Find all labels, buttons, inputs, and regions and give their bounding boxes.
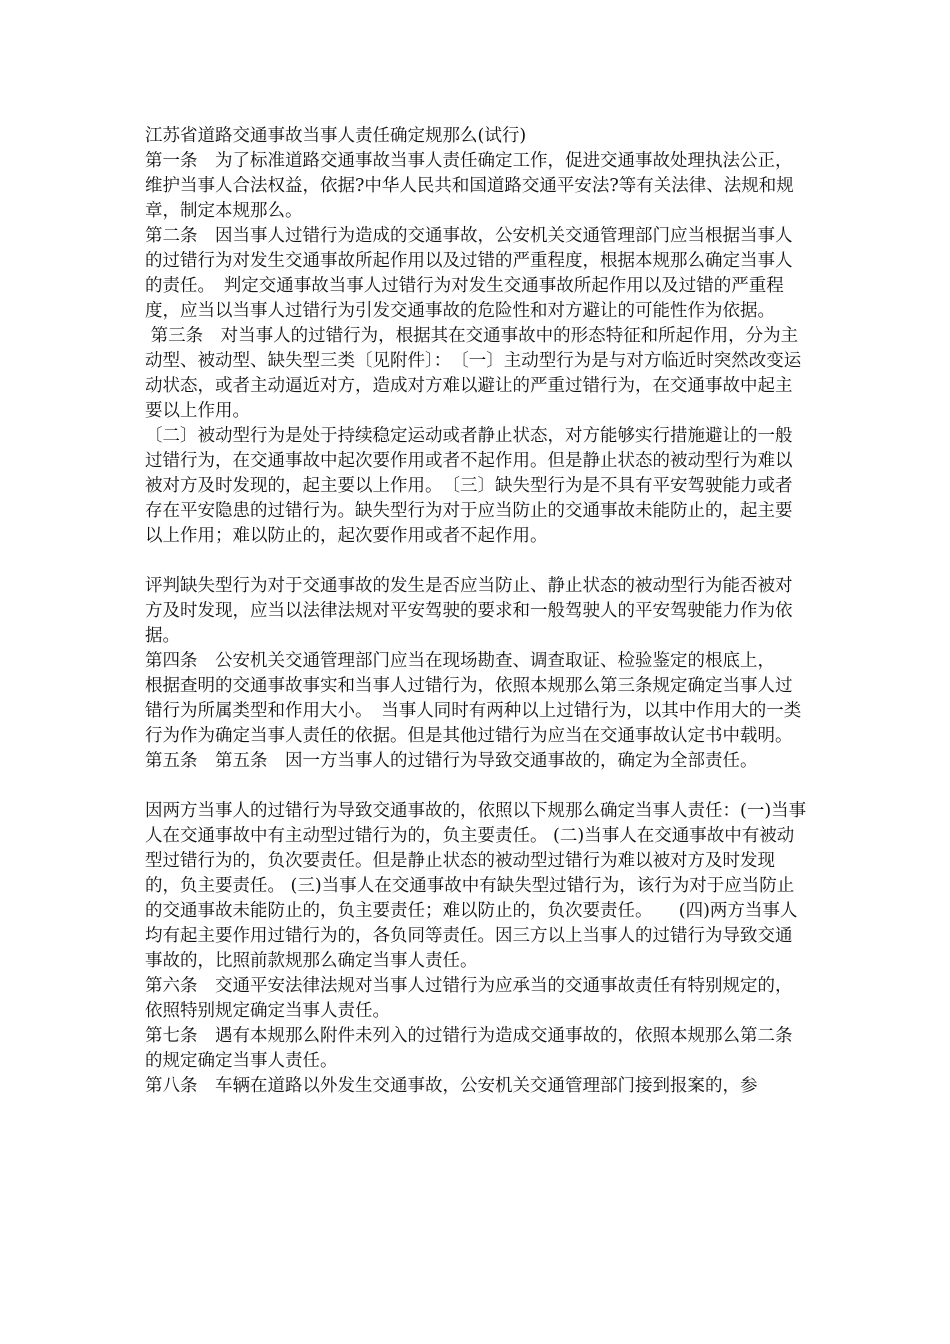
blank-line: [145, 774, 807, 799]
article-4: 第四条 公安机关交通管理部门应当在现场勘查、调查取证、检验鉴定的根底上，: [145, 651, 775, 671]
blank-line: [145, 549, 807, 574]
article-4-continued: 根据查明的交通事故事实和当事人过错行为，依照本规那么第三条规定确定当事人过错行为所属类型和作用大小。 当事人同时有两种以上过错行为，以其中作用大的一类行为作为确定当事人责任的依据。但是其他过错行为应当在交通事故认定书中载明。: [145, 676, 802, 746]
article-7: 第七条 遇有本规那么附件未列入的过错行为造成交通事故的，依照本规那么第二条的规定确定当事人责任。: [145, 1026, 793, 1071]
article-3-continued: 〔二〕被动型行为是处于持续稳定运动或者静止状态，对方能够实行措施避让的一般过错行为，在交通事故中起次要作用或者不起作用。但是静止状态的被动型行为难以被对方及时发现的，起主要以上作用。 〔三〕缺失型行为是不具有平安驾驶能力或者存在平安隐患的过错行为。缺失型行为对于应当防止的交通事故未能防止的，起主要以上作用；难以防止的，起次要作用或者不起作用。: [145, 426, 793, 546]
article-6: 第六条 交通平安法律法规对当事人过错行为应承当的交通事故责任有特别规定的，依照特别规定确定当事人责任。: [145, 976, 793, 1021]
article-5: 第五条 第五条 因一方当事人的过错行为导致交通事故的，确定为全部责任。: [145, 751, 758, 771]
document-title: 江苏省道路交通事故当事人责任确定规那么(试行): [145, 126, 527, 146]
article-1: 第一条 为了标准道路交通事故当事人责任确定工作，促进交通事故处理执法公正，维护当事人合法权益，依据?中华人民共和国道路交通平安法?等有关法律、法规和规章，制定本规那么。: [145, 151, 794, 221]
article-3: 第三条 对当事人的过错行为，根据其在交通事故中的形态特征和所起作用，分为主动型、被动型、缺失型三类〔见附件〕： 〔一〕主动型行为是与对方临近时突然改变运动状态，或者主动逼近对方，造成对方难以避让的严重过错行为，在交通事故中起主要以上作用。: [145, 326, 802, 421]
document-body: [145, 124, 807, 1099]
article-3-note: 评判缺失型行为对于交通事故的发生是否应当防止、静止状态的被动型行为能否被对方及时发现，应当以法律法规对平安驾驶的要求和一般驾驶人的平安驾驶能力作为依据。: [145, 576, 793, 646]
article-5-continued: 因两方当事人的过错行为导致交通事故的，依照以下规那么确定当事人责任：(一)当事人在交通事故中有主动型过错行为的，负主要责任。 (二)当事人在交通事故中有被动型过错行为的，负次要责任。但是静止状态的被动型过错行为难以被对方及时发现的，负主要责任。 (三)当事人在交通事故中有缺失型过错行为，该行为对于应当防止的交通事故未能防止的，负主要责任；难以防止的，负次要责任。 (四)两方当事人均有起主要作用过错行为的，各负同等责任。因三方以上当事人的过错行为导致交通事故的，比照前款规那么确定当事人责任。: [145, 801, 807, 971]
article-8: 第八条 车辆在道路以外发生交通事故，公安机关交通管理部门接到报案的，参: [145, 1076, 758, 1096]
article-2: 第二条 因当事人过错行为造成的交通事故，公安机关交通管理部门应当根据当事人的过错行为对发生交通事故所起作用以及过错的严重程度，根据本规那么确定当事人的责任。 判定交通事故当事人过错行为对发生交通事故所起作用以及过错的严重程度，应当以当事人过错行为引发交通事故的危险性和对方避让的可能性作为依据。: [145, 226, 793, 321]
